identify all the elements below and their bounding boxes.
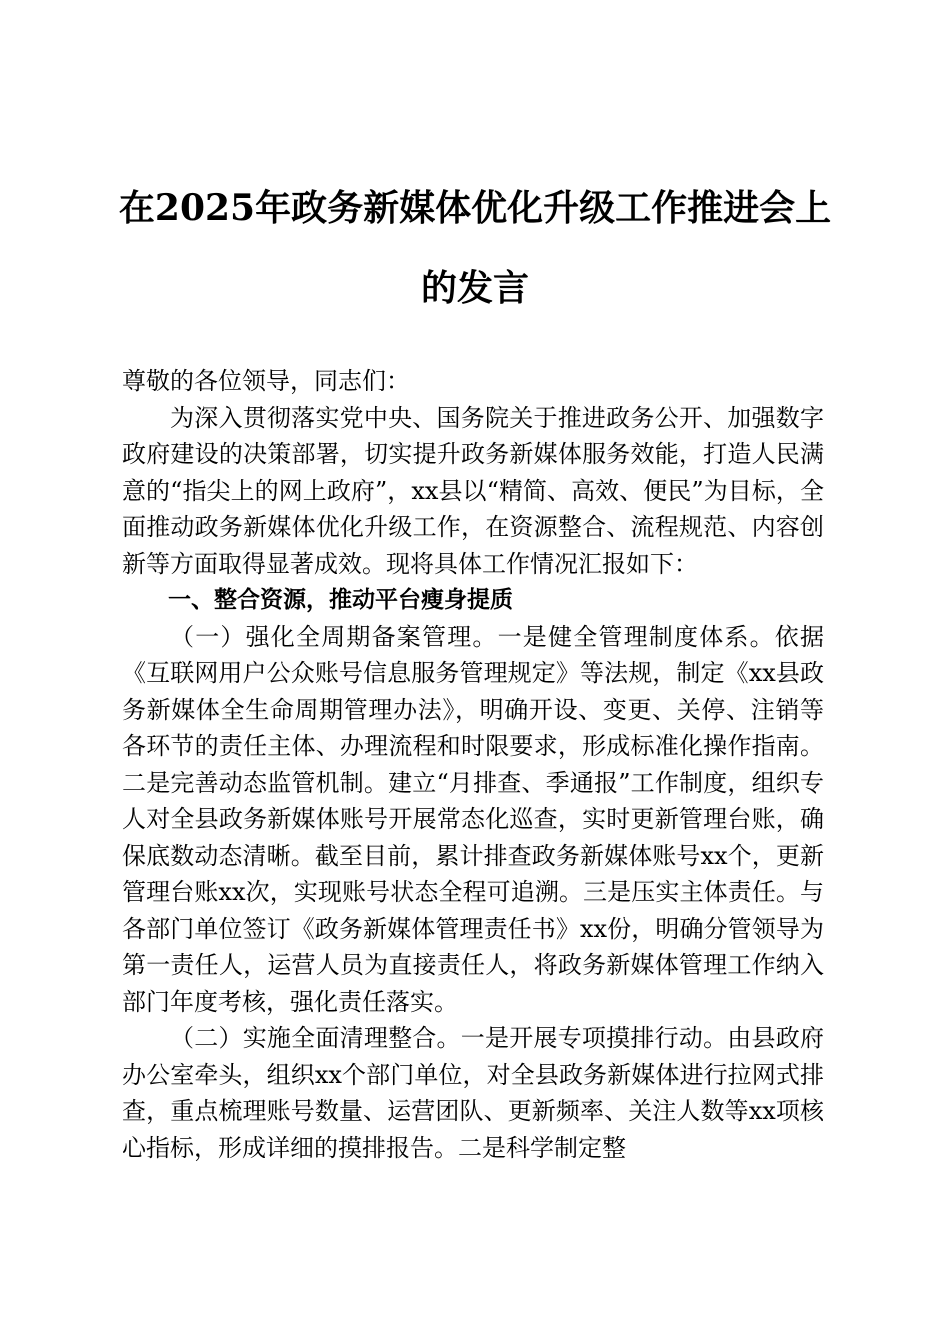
- salutation: 尊敬的各位领导，同志们：: [122, 367, 410, 395]
- section-heading: 一、整合资源，推动平台瘦身提质: [168, 587, 513, 613]
- intro-paragraph: 为深入贯彻落实党中央、国务院关于推进政务公开、加强数字政府建设的决策部署，切实提升政务新媒体服务效能，打造人民满意的“指尖上的网上政府”，xx县以“精简、高效、便民”为目标，全面推动政务新媒体优化升级工作，在资源整合、流程规范、内容创新等方面取得显著成效。现将具体工作情况汇报如下：: [122, 403, 824, 578]
- document-title: 在2025年政务新媒体优化升级工作推进会上的发言: [118, 187, 832, 309]
- body-paragraph: （一）强化全周期备案管理。一是健全管理制度体系。依据《互联网用户公众账号信息服务管理规定》等法规，制定《xx县政务新媒体全生命周期管理办法》，明确开设、变更、关停、注销等各环节的责任主体、办理流程和时限要求，形成标准化操作指南。二是完善动态监管机制。建立“月排查、季通报”工作制度，组织专人对全县政务新媒体账号开展常态化巡查，实时更新管理台账，确保底数动态清晰。截至目前，累计排查政务新媒体账号xx个，更新管理台账xx次，实现账号状态全程可追溯。三是压实主体责任。与各部门单位签订《政务新媒体管理责任书》xx份，明确分管领导为第一责任人，运营人员为直接责任人，将政务新媒体管理工作纳入部门年度考核，强化责任落实。: [122, 622, 824, 1016]
- document-body: [122, 363, 824, 1166]
- body-paragraph: （二）实施全面清理整合。一是开展专项摸排行动。由县政府办公室牵头，组织xx个部门单位，对全县政务新媒体进行拉网式排查，重点梳理账号数量、运营团队、更新频率、关注人数等xx项核心指标，形成详细的摸排报告。二是科学制定整: [122, 1024, 824, 1162]
